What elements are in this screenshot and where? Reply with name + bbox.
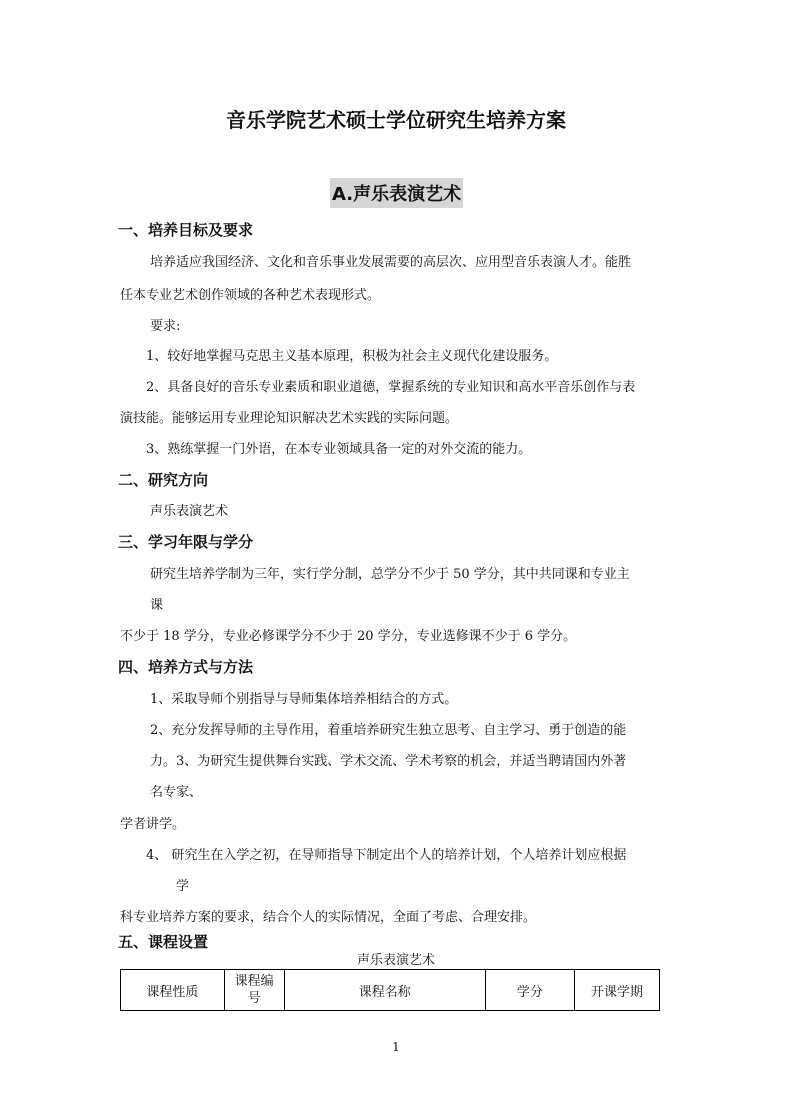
header-semester: 开课学期 <box>574 970 659 1011</box>
heading-research-direction: 二、研究方向 <box>118 471 209 489</box>
method-4-line1: 4、 研究生在入学之初，在导师指导下制定出个人的培养计划，个人培养计划应根据 <box>146 848 627 863</box>
credits-line3: 不少于 18 学分，专业必修课学分不少于 20 学分，专业选修课不少于 6 学分。 <box>120 629 577 644</box>
credits-line1: 研究生培养学制为三年，实行学分制，总学分不少于 50 学分，其中共同课和专业主 <box>150 567 630 582</box>
goals-para-line1: 培养适应我国经济、文化和音乐事业发展需要的高层次、应用型音乐表演人才。能胜 <box>150 255 632 270</box>
method-4-line3: 科专业培养方案的要求，结合个人的实际情况，全面了考虑、合理安排。 <box>120 910 537 925</box>
table-header-row <box>121 970 660 1011</box>
requirement-3: 3、熟练掌握一门外语，在本专业领域具备一定的对外交流的能力。 <box>146 442 532 457</box>
header-course-code: 课程编号 <box>224 970 284 1011</box>
page-title: 音乐学院艺术硕士学位研究生培养方案 <box>226 108 566 132</box>
goals-para-line2: 任本专业艺术创作领域的各种艺术表现形式。 <box>120 288 381 303</box>
heading-training-methods: 四、培养方式与方法 <box>118 658 254 676</box>
heading-duration-credits: 三、学习年限与学分 <box>118 533 254 551</box>
page-number: 1 <box>392 1040 400 1054</box>
method-1: 1、采取导师个别指导与导师集体培养相结合的方式。 <box>150 692 458 707</box>
requirement-1: 1、较好地掌握马克思主义基本原理，积极为社会主义现代化建设服务。 <box>146 349 558 364</box>
requirement-2-line2: 演技能。能够运用专业理论知识解决艺术实践的实际问题。 <box>120 411 459 426</box>
requirement-2-line1: 2、具备良好的音乐专业素质和职业道德，掌握系统的专业知识和高水平音乐创作与表 <box>146 380 636 395</box>
method-4-line2: 学 <box>176 879 190 894</box>
method-2-line2: 力。3、为研究生提供舞台实践、学术交流、学术考察的机会，并适当聘请国内外著 <box>150 754 627 769</box>
credits-line2: 课 <box>150 598 164 613</box>
header-credits: 学分 <box>485 970 574 1011</box>
header-course-name: 课程名称 <box>284 970 485 1011</box>
course-table <box>120 969 660 1011</box>
header-course-type: 课程性质 <box>121 970 225 1011</box>
heading-curriculum: 五、课程设置 <box>118 933 209 951</box>
method-2-line4: 学者讲学。 <box>120 817 186 832</box>
method-2-line1: 2、充分发挥导师的主导作用，着重培养研究生独立思考、自主学习、勇于创造的能 <box>150 723 627 738</box>
method-2-line3: 名专家、 <box>150 785 203 800</box>
research-direction-text: 声乐表演艺术 <box>150 504 229 519</box>
heading-goals: 一、培养目标及要求 <box>118 221 254 239</box>
section-subtitle: A.声乐表演艺术 <box>330 178 463 208</box>
table-caption: 声乐表演艺术 <box>356 953 435 968</box>
requirements-label: 要求: <box>150 319 181 334</box>
